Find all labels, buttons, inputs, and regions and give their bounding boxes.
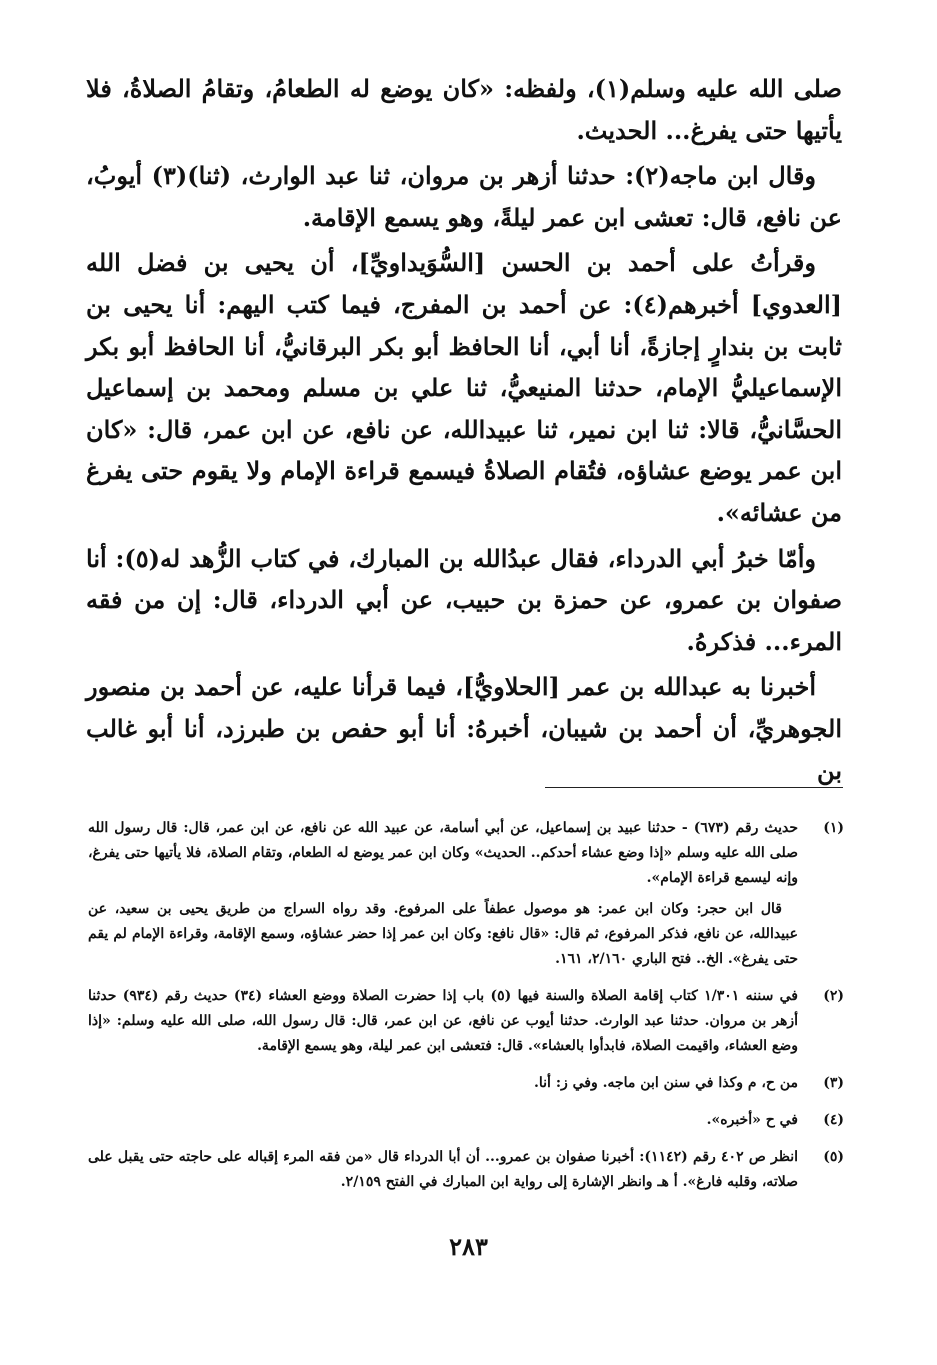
footnote-body [88,1071,798,1102]
footnote-body [88,984,798,1065]
footnote-5 [88,1145,844,1201]
footnote-number: (٣) [823,1075,844,1091]
footnote-body [88,816,798,978]
main-text [86,68,842,795]
footnote-number: (٤) [823,1112,844,1128]
footnotes [88,816,844,1207]
footnote-text: في ح «أخبره». [706,1112,798,1128]
paragraph-4: وأمّا خبرُ أبي الدرداء، فقال عبدُالله بن المبارك، في كتاب الزُّهد له(٥): أنا صفوان بن عمرو، عن حمزة بن حبيب، عن أبي الدرداء، قال: إن من فقه المرء... فذكرهُ. [86,543,842,656]
footnote-text: انظر ص ٤٠٢ رقم (١١٤٢): أخبرنا صفوان بن عمرو... أن أبا الدرداء قال «من فقه المرء إقباله على حاجته حتى يقبل على صلاته، وقلبه فارغ». أ هـ وانظر الإشارة إلى رواية ابن المبارك في الفتح ٢/١٥٩. [88,1149,799,1190]
footnote-text: في سننه ١/٣٠١ كتاب إقامة الصلاة والسنة فيها (٥) باب إذا حضرت الصلاة ووضع العشاء (٣٤) حديث رقم (٩٣٤) حدثنا أزهر بن مروان. حدثنا عبد الوارث. حدثنا أيوب عن نافع، عن ابن عمر، قال: قال رسول الله، صلى الله عليه وسلم: «إذا وضع العشاء، واقيمت الصلاة، فابدأوا بالعشاء». قال: فتعشى ابن عمر ليلة، وهو يسمع الإقامة. [88,988,799,1054]
paragraph-5: أخبرنا به عبدالله بن عمر [الحلاويُّ]، فيما قرأنا عليه، عن أحمد بن منصور الجوهريِّ، أن أحمد بن شيبان، أخبرهُ: أنا أبو حفص بن طبرزد، أنا أبو غالب بن [86,672,842,785]
paragraph-3: وقرأتُ على أحمد بن الحسن [السُّوَيداويِّ]، أن يحيى بن فضل الله [العدوي] أخبرهم(٤): عن أحمد بن المفرج، فيما كتب اليهم: أنا يحيى بن ثابت بن بندارٍ إجازةً، أنا أبي، أنا الحافظ أبو بكر البرقانيُّ، أنا الحافظ أبو بكر الإسماعيليُّ الإمام، حدثنا المنيعيُّ، ثنا علي بن مسلم ومحمد بن إسماعيل الحسَّانيُّ، قالا: ثنا ابن نمير، ثنا عبيدالله، عن نافع، عن ابن عمر، قال: «كان ابن عمر يوضع عشاؤه، فتُقام الصلاةُ فيسمع قراءة الإمام ولا يقوم حتى يفرغ من عشائه». [86,248,842,527]
footnote-body [88,1145,798,1201]
footnote-2 [88,984,844,1065]
footnote-text: حديث رقم (٦٧٣) - حدثنا عبيد بن إسماعيل، عن أبي أسامة، عن عبيد الله عن نافع، عن ابن عمر، قال: قال رسول الله صلى الله عليه وسلم «إذا وضع عشاء أحدكم.. الحديث» وكان ابن عمر يوضع له الطعام، وتقام الصلاة، فلا يأتيها حتى يفرغ، وإنه ليسمع قراءة الإمام». [88,820,799,886]
footnote-number: (١) [823,820,844,836]
footnote-separator [545,787,843,788]
footnote-number: (٢) [823,988,844,1004]
footnote-number: (٥) [823,1149,844,1165]
page-number: ٢٨٣ [449,1232,488,1261]
paragraph-1: صلى الله عليه وسلم(١)، ولفظه: «كان يوضع له الطعامُ، وتقامُ الصلاةُ، فلا يأتيها حتى يفرغ... الحديث. [86,74,842,145]
footnote-text: قال ابن حجر: وكان ابن عمر: هو موصول عطفاً على المرفوع. وقد رواه السراج من طريق يحيى بن سعيد، عن عبيدالله، عن نافع، فذكر المرفوع، ثم قال: «قال نافع: وكان ابن عمر إذا حضر عشاؤه، وسمع الإقامة، وقراءة الإمام لم يقم حتى يفرغ». الخ.. فتح الباري ٢/١٦٠، ١٦١. [88,901,798,967]
footnote-3 [88,1071,844,1102]
footnote-1 [88,816,844,978]
footnote-body [88,1108,798,1139]
footnote-4 [88,1108,844,1139]
paragraph-2: وقال ابن ماجه(٢): حدثنا أزهر بن مروان، ثنا عبد الوارث، (ثنا)(٣) أيوبُ، عن نافع، قال: تعشى ابن عمر ليلةً، وهو يسمع الإقامة. [86,161,842,232]
footnote-text: من ح، م وكذا في سنن ابن ماجه. وفي ز: أنا. [534,1075,798,1091]
